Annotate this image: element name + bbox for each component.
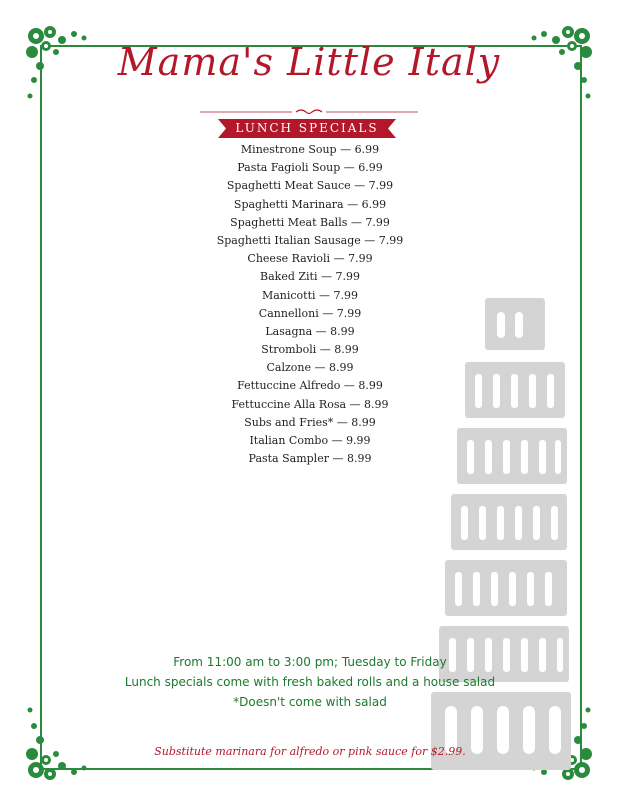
menu-item: Cheese Ravioli — 7.99 — [247, 252, 373, 266]
menu-item: Lasagna — 8.99 — [265, 324, 355, 338]
substitution-note: Substitute marinara for alfredo or pink sauce for $2.99. — [154, 745, 466, 758]
menu-item: Baked Ziti — 7.99 — [260, 270, 360, 284]
menu-item: Spaghetti Italian Sausage — 7.99 — [216, 233, 404, 247]
section-banner — [218, 119, 396, 138]
menu-item: Minestrone Soup — 6.99 — [240, 143, 380, 156]
section-title: LUNCH SPECIALS — [235, 121, 379, 135]
menu-item: Spaghetti Marinara — 6.99 — [233, 197, 387, 211]
menu-item: Pasta Fagioli Soup — 6.99 — [237, 161, 383, 175]
menu-item: Italian Combo — 9.99 — [249, 434, 371, 447]
exception-text: *Doesn't come with salad — [233, 695, 387, 709]
floral-corner-icon — [22, 694, 92, 784]
menu-item: Stromboli — 8.99 — [261, 343, 359, 357]
menu-item: Pasta Sampler — 8.99 — [248, 452, 372, 466]
includes-text: Lunch specials come with fresh baked rolls and a house salad — [124, 675, 496, 689]
flourish-divider-icon — [200, 100, 418, 106]
menu-item: Cannelloni — 7.99 — [258, 306, 362, 320]
restaurant-title: Mama's Little Italy — [117, 40, 501, 84]
lunch-menu-list — [160, 141, 460, 468]
menu-item: Fettuccine Alla Rosa — 8.99 — [231, 397, 389, 411]
menu-item: Spaghetti Meat Sauce — 7.99 — [226, 179, 394, 193]
menu-item: Spaghetti Meat Balls — 7.99 — [230, 215, 390, 229]
menu-item: Manicotti — 7.99 — [261, 288, 359, 302]
menu-item: Fettuccine Alfredo — 8.99 — [237, 379, 383, 393]
menu-item: Calzone — 8.99 — [266, 361, 354, 375]
menu-item: Subs and Fries* — 8.99 — [244, 415, 376, 429]
hours-text: From 11:00 am to 3:00 pm; Tuesday to Friday — [173, 655, 447, 669]
